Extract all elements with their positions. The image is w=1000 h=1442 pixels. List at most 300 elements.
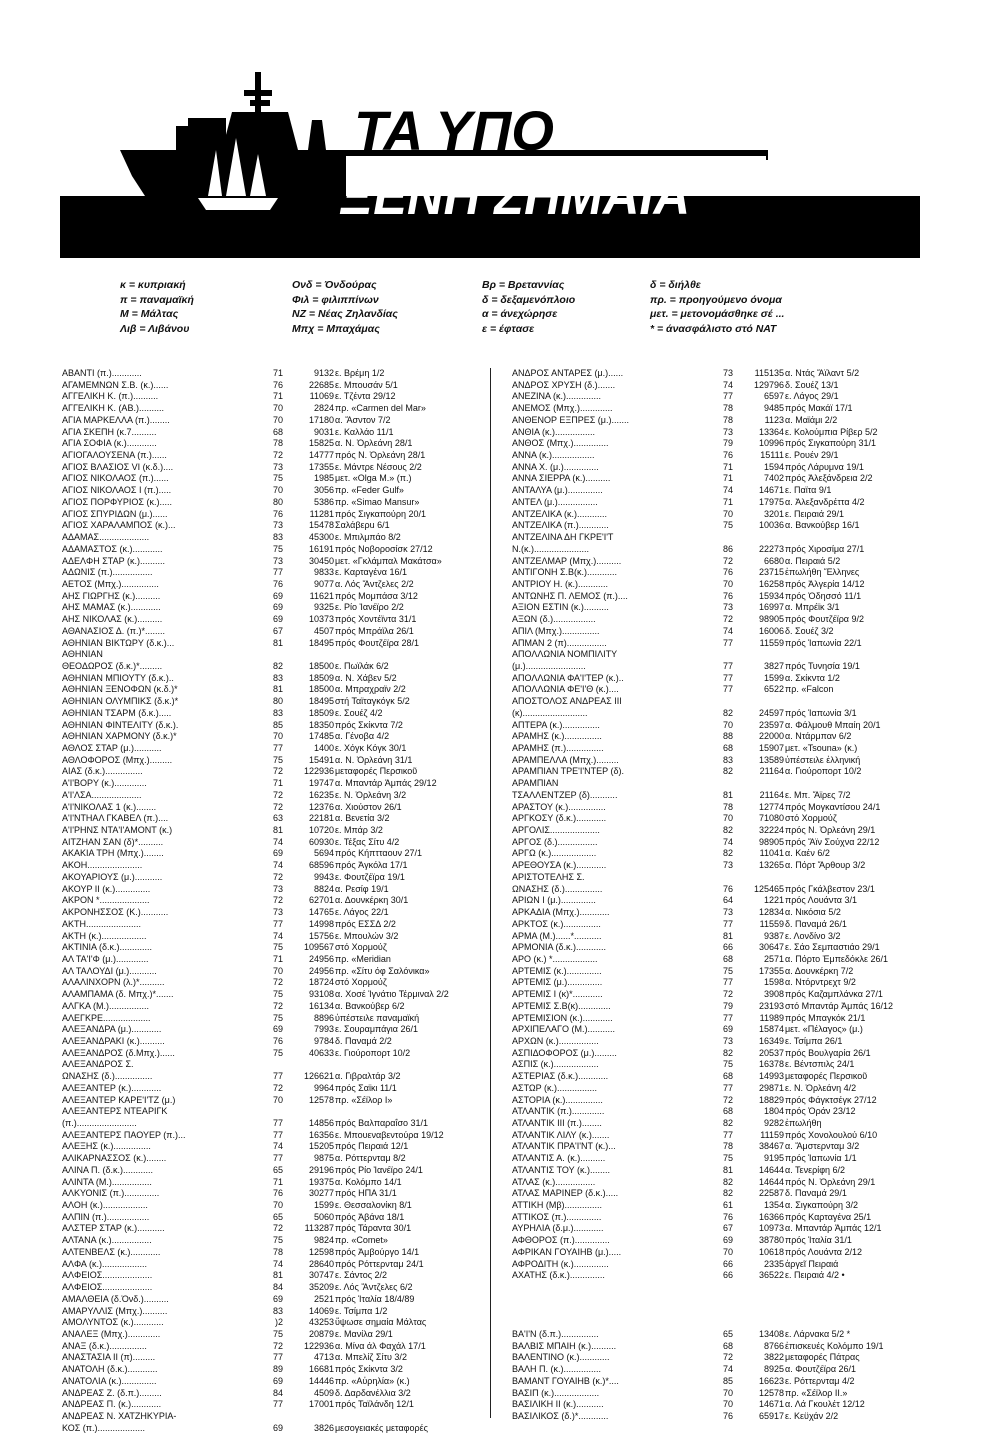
ship-name: ΑΗΣ ΝΙΚΟΛΑΣ (κ.).......... — [62, 614, 163, 625]
ship-row — [512, 614, 942, 626]
tonnage: 10373 — [308, 614, 334, 625]
ship-row — [62, 766, 482, 778]
ship-name: ΑΘΗΝΙΑΝ ΦΙΝΤΕΛΙΤΥ (δ.κ.). — [62, 719, 179, 730]
tonnage: 1599 — [313, 1200, 334, 1211]
status-note: στό Χορμούζ — [335, 942, 387, 953]
status-note: ε. Σουέζ 4/2 — [335, 707, 383, 718]
legend-entry: μετ. = μετονομάσθηκε σέ ... — [650, 308, 785, 320]
status-note: πρός Ν. Ὀρλεάνη 28/1 — [335, 450, 426, 461]
ship-name: ΑΛΙΚΑΡΝΑΣΣΟΣ (κ.)........ — [62, 1153, 167, 1164]
tonnage: 16258 — [758, 578, 784, 589]
ship-row — [512, 1376, 942, 1388]
build-year: 81 — [272, 684, 283, 695]
ship-row — [62, 790, 482, 802]
tonnage: 16356 — [308, 1129, 334, 1140]
ship-row — [512, 1059, 942, 1071]
tonnage: 15874 — [758, 1024, 784, 1035]
ship-name: ΑΛΑΜΠΑΜΑ (δ. Μπχ.)*....... — [62, 989, 174, 1000]
build-year: 82 — [722, 1188, 733, 1199]
build-year: 69 — [272, 1422, 283, 1433]
status-note: α. Ν. Χάβεν 5/2 — [335, 672, 397, 683]
build-year: 77 — [722, 684, 733, 695]
build-year: 72 — [272, 801, 283, 812]
status-note: ε. Θεσσαλονίκη 8/1 — [335, 1200, 412, 1211]
tonnage: 22587 — [758, 1188, 784, 1199]
ship-row — [512, 848, 942, 860]
status-note: πρός Καρταγένα 25/1 — [785, 1211, 872, 1222]
ship-name: ΑΡΤΕΜΙΣ (μ.).............. — [512, 977, 603, 988]
tonnage: 9784 — [313, 1035, 334, 1046]
ship-row — [512, 1212, 942, 1224]
tonnage: 16235 — [308, 789, 334, 800]
status-note: δ. Παναμά 29/1 — [785, 1188, 847, 1199]
status-note: ε. Μπουεναβεντούρα 19/12 — [335, 1129, 444, 1140]
status-note: ε. Τζέντα 29/12 — [335, 391, 396, 402]
ship-row — [512, 708, 942, 720]
column-divider — [490, 368, 491, 1418]
build-year: 76 — [722, 883, 733, 894]
ship-row — [62, 497, 482, 509]
status-note: α. Ἄμστερνταμ 3/2 — [785, 1141, 860, 1152]
status-note: ε. Μανίλα 29/1 — [335, 1328, 393, 1339]
ship-row — [62, 1200, 482, 1212]
ship-row — [62, 591, 482, 603]
tonnage: 60930 — [308, 836, 334, 847]
ship-row — [512, 1270, 942, 1282]
status-note: α. Λά Γκουλέτ 12/12 — [785, 1399, 865, 1410]
build-year: 75 — [272, 543, 283, 554]
build-year: 70 — [722, 813, 733, 824]
ship-name: Α'Ι'ΝΙΚΟΛΑΣ 1 (κ.)........ — [62, 801, 157, 812]
tonnage: 18500 — [308, 660, 334, 671]
build-year: 75 — [272, 942, 283, 953]
ship-row — [512, 1388, 942, 1400]
ship-row — [62, 661, 482, 673]
build-year: 74 — [272, 860, 283, 871]
status-note: πρός Νοβοροσίσκ 27/12 — [335, 543, 433, 554]
tonnage: 12598 — [308, 1246, 334, 1257]
ship-name: ΑΡΑΣΤΟΥ (κ.)............... — [512, 801, 606, 812]
ship-row — [62, 1282, 482, 1294]
tonnage: 11559 — [759, 637, 784, 648]
ship-name: ΑΛΙΝΤΑ (Μ.)................ — [62, 1176, 152, 1187]
ship-row — [512, 895, 942, 907]
status-note: ε. Μπ. Ἄϊρες 7/2 — [785, 789, 851, 800]
ship-row — [512, 403, 942, 415]
ship-name: ΑΓΙΑ ΣΟΦΙΑ (κ.)............ — [62, 438, 157, 449]
status-note: α. Νικόσια 5/2 — [785, 907, 841, 918]
build-year: 75 — [272, 1328, 283, 1339]
status-note: πρός Φουτζέϊρα 9/2 — [785, 614, 865, 625]
status-note: ε. Λονδίνο 3/2 — [785, 930, 841, 941]
tonnage: 23715 — [758, 567, 784, 578]
ship-row — [62, 966, 482, 978]
build-year: 69 — [272, 848, 283, 859]
status-note: ε. Μπάρ 3/2 — [335, 825, 383, 836]
ship-name: ΑΛΑΛΙΝΧΟΡΝ (λ.)*.......... — [62, 977, 165, 988]
tonnage: 17355 — [308, 461, 334, 472]
status-note: ε. Ρίο Ἰανέϊρο 2/2 — [335, 602, 404, 613]
tonnage: 14644 — [758, 1176, 784, 1187]
ship-name: ΑΓΑΜΕΜΝΩΝ Σ.Β. (κ.)...... — [62, 379, 169, 390]
ship-row — [512, 1411, 942, 1423]
ship-row — [512, 872, 942, 884]
tonnage: 17355 — [758, 965, 784, 976]
status-note: α. Ντόρντρεχτ 9/2 — [785, 977, 856, 988]
build-year: 74 — [722, 836, 733, 847]
build-year: 71 — [272, 778, 283, 789]
tonnage: 9077 — [313, 578, 334, 589]
status-note: α. Ρόττερνταμ 8/2 — [335, 1153, 406, 1164]
tonnage: 3827 — [763, 660, 784, 671]
ship-name: ΒΑΜΑΝΤ ΓΟΥΑΙΗΒ (κ.)*.... — [512, 1375, 619, 1386]
build-year: 82 — [722, 1047, 733, 1058]
ship-row — [62, 1212, 482, 1224]
ship-row — [62, 1083, 482, 1095]
ship-row — [512, 802, 942, 814]
legend-entry: Μπχ = Μπαχάμας — [292, 322, 380, 335]
status-note: πρός Ἀλγερία 14/12 — [785, 578, 865, 589]
tonnage: 20879 — [308, 1328, 334, 1339]
ship-name: ΑΘΑΝΑΣΙΟΣ Δ. (π.)*........ — [62, 625, 166, 636]
build-year: 82 — [722, 766, 733, 777]
status-note: μετ. «Tsouna» (κ.) — [785, 743, 858, 753]
ship-name: ΑΤΛΑΣ ΜΑΡΙΝΕΡ (δ.κ.)..... — [512, 1188, 619, 1199]
ship-name: ΑΣΠΙΣ (κ.).................. — [512, 1059, 599, 1070]
tonnage: 9282 — [763, 1118, 784, 1128]
status-note: πρός Ρίο Ἰανέϊρο 24/1 — [335, 1164, 423, 1175]
status-note: πρός Τάραντα 30/1 — [335, 1223, 412, 1234]
tonnage: 1598 — [763, 977, 784, 988]
ship-name: ΑΛΤΑΝΑ (κ.)................ — [62, 1235, 152, 1246]
ship-row — [512, 415, 942, 427]
ship-name: ΑΛΦΑ (κ.).................. — [62, 1258, 147, 1269]
tonnage: 22181 — [308, 813, 334, 824]
build-year: 72 — [722, 1094, 733, 1105]
build-year: 73 — [722, 602, 733, 613]
build-year: 71 — [272, 953, 283, 964]
ship-name: Α'Ι'ΡΗΝΣ ΝΤΑ'Ι'ΑΜΟΝΤ (κ.) — [62, 825, 173, 836]
tonnage: 129796 — [753, 379, 784, 390]
ship-name: ΑΛΕΞΑΝΔΡΑΚΙ (κ.).......... — [62, 1035, 165, 1046]
build-year: 65 — [722, 1328, 733, 1339]
build-year: 84 — [272, 1387, 283, 1398]
ship-name: ΑΠΟΛΛΩΝΙΑ ΝΟΜΠΙΛΙΤΥ — [512, 649, 618, 660]
ship-row — [512, 813, 942, 825]
ship-row — [62, 977, 482, 989]
build-year: 76 — [272, 1188, 283, 1199]
ship-name: ΑΙΑΣ (δ.κ.)............... — [62, 766, 143, 777]
build-year: 71 — [722, 496, 733, 507]
ship-name: ΑΡΑΜΗΣ (π.)............... — [512, 743, 604, 753]
ship-name: ΑΞΩΝ (δ.)................. — [512, 614, 596, 625]
legend-entry: Λιβ = Λιβάνου — [120, 322, 190, 335]
build-year: 65 — [272, 1164, 283, 1175]
build-year: 77 — [722, 391, 733, 402]
ship-row — [512, 755, 942, 767]
tonnage: 16378 — [758, 1059, 784, 1070]
status-note: α. Χιούστον 26/1 — [335, 801, 402, 812]
tonnage: 16681 — [308, 1364, 334, 1375]
status-note: δ. Παναμά 2/2 — [335, 1035, 392, 1046]
ship-row — [512, 1247, 942, 1259]
build-year: 72 — [722, 989, 733, 1000]
tonnage: 6597 — [763, 391, 784, 402]
ship-row — [62, 848, 482, 860]
tonnage: 10036 — [758, 520, 784, 531]
build-year: 83 — [272, 1305, 283, 1316]
ship-row — [62, 837, 482, 849]
tonnage: 14998 — [308, 918, 334, 929]
tonnage: 9964 — [313, 1082, 334, 1093]
ship-name: ΒΑΛΒΙΣ ΜΠΑΙΗ (κ.).......... — [512, 1340, 617, 1351]
ship-name: ΑΔΩΝΙΣ (π.)................ — [62, 567, 153, 578]
tonnage: 98905 — [758, 836, 784, 847]
build-year: 74 — [272, 836, 283, 847]
ship-name: ΑΝΤΖΕΛΙΚΑ (κ.)............ — [512, 508, 608, 519]
build-year: 77 — [722, 1082, 733, 1093]
ship-name: ΑΛΦΕΙΟΣ.................... — [62, 1282, 153, 1293]
tonnage: 9325 — [313, 602, 334, 613]
build-year: 72 — [722, 1352, 733, 1363]
tonnage: 30747 — [308, 1270, 334, 1281]
legend-entry: δ = δεξαμενόπλοιο — [482, 293, 576, 306]
ship-row — [512, 860, 942, 872]
ship-row — [512, 462, 942, 474]
ship-name: ΑΝΝΑ (κ.)................. — [512, 450, 595, 461]
ship-row — [62, 1306, 482, 1318]
ship-row — [62, 1024, 482, 1036]
ship-name: ΑΝΘΕΝΟΡ ΕΞΠΡΕΣ (μ.)....... — [512, 414, 629, 425]
tonnage: 15756 — [308, 930, 334, 941]
build-year: 76 — [272, 1035, 283, 1046]
tonnage: 18500 — [308, 684, 334, 695]
ship-row — [62, 942, 482, 954]
build-year: 78 — [272, 1246, 283, 1257]
build-year: 76 — [272, 379, 283, 390]
ship-row — [62, 684, 482, 696]
status-note: πρός Σιγκαπούρη 20/1 — [335, 508, 426, 519]
build-year: 72 — [272, 895, 283, 906]
status-note: α. Ντάς Ἄϊλαντ 5/2 — [785, 368, 860, 378]
ship-name: ΑΕΤΟΣ (Μπχ.)............... — [62, 578, 159, 589]
status-note: α. Τενερίφη 6/2 — [785, 1164, 846, 1175]
ship-name: ΑΚΟΗ...................... — [62, 860, 143, 871]
tonnage: 30647 — [758, 942, 784, 953]
ship-name: ΑΛΣΤΕΡ ΣΤΑΡ (κ.)........... — [62, 1223, 165, 1234]
status-note: ε. Φουτζέϊρα 19/1 — [335, 871, 405, 882]
tonnage: 1400 — [313, 743, 334, 753]
ship-name: ΒΑΛΕΝΤΙΝΟ (κ.)............ — [512, 1352, 610, 1363]
build-year: 70 — [722, 508, 733, 519]
ship-row — [512, 661, 942, 673]
ship-name: ΑΝΤΙΓΟΝΗ Σ.Β(κ.)............ — [512, 567, 618, 578]
ship-row — [512, 532, 942, 544]
build-year: 83 — [272, 532, 283, 543]
ship-name: ΑΛ ΤΑΛΟΥΔΙ (μ.)........... — [62, 965, 157, 976]
status-note: πρός Μπαγκόκ 21/1 — [785, 1012, 866, 1023]
build-year: 69 — [272, 614, 283, 625]
ship-name: ΑΚΡΟΝ *.................... — [62, 895, 150, 906]
ship-name: ΑΤΛΑΝΤΙΚ (π.)............. — [512, 1106, 605, 1117]
ship-row — [62, 1423, 482, 1435]
ship-name: ΑΡΧΙΠΕΛΑΓΟ (Μ.)........... — [512, 1024, 615, 1035]
build-year: 81 — [722, 1164, 733, 1175]
ship-row — [62, 825, 482, 837]
ship-row — [512, 1259, 942, 1271]
ship-name: ΩΝΑΣΗΣ (δ.)............... — [512, 883, 603, 894]
ship-name: ΑΠΙΛ (Μπχ.)............... — [512, 625, 600, 636]
status-note: πρός Χοντέϊντα 31/1 — [335, 614, 417, 625]
status-note: πρός Ἀβάνα 18/1 — [335, 1211, 405, 1222]
status-note: πρός ΗΠΑ 31/1 — [335, 1188, 397, 1199]
build-year: 73 — [272, 907, 283, 918]
ship-name: ΑΚΤΗ (κ.).................. — [62, 930, 147, 941]
ship-row — [62, 1095, 482, 1107]
status-note: πρός Ἰαπωνία 3/1 — [785, 707, 857, 718]
status-note: α. Καέν 6/2 — [785, 848, 830, 859]
ship-name: ΑΓΙΟΣ ΧΑΡΑΛΑΜΠΟΣ (κ.)... — [62, 520, 176, 531]
status-note: ε. Μπουλών 3/2 — [335, 930, 399, 941]
ship-row — [512, 966, 942, 978]
ship-name: ΑΔΕΛΦΗ ΣΤΑΡ (κ.).......... — [62, 555, 165, 566]
ship-name: ΑΝΘΟΣ (Μπχ.).............. — [512, 438, 609, 449]
ship-row — [62, 1247, 482, 1259]
status-note: ε. Καρταγένα 16/1 — [335, 567, 407, 578]
ship-name: ΑΦΡΟΔΙΤΗ (κ.).............. — [512, 1258, 609, 1269]
ship-name: ΑΗΣ ΜΑΜΑΣ (κ.)............ — [62, 602, 161, 613]
status-note: πρός Σκίκντα 7/2 — [335, 719, 403, 730]
build-year: 68 — [722, 1071, 733, 1082]
status-note: πρ. «Feder Gulf» — [335, 485, 404, 496]
status-note: πρός Σιγκαπούρη 31/1 — [785, 438, 876, 449]
status-note: ε. Μπιλμπάο 8/2 — [335, 532, 401, 543]
build-year: 84 — [272, 1282, 283, 1293]
tonnage: 19375 — [308, 1176, 334, 1187]
legend-entry: Φιλ = φιλιππίνων — [292, 293, 379, 306]
ship-row — [512, 1177, 942, 1189]
ship-name: ΒΑΣΙΛΙΚΗ ΙΙ (κ.)........... — [512, 1399, 604, 1410]
tonnage: 15825 — [308, 438, 334, 449]
status-note: ε. Κεϋχάν 2/2 — [785, 1410, 839, 1421]
ship-name: ΑΚΑΚΙΑ ΤΡΗ (Μπχ.)........ — [62, 848, 164, 859]
ship-name: ΑΤΤΙΚΟΣ (π.).............. — [512, 1211, 602, 1222]
status-note: Σαλάβερu 6/1 — [335, 520, 390, 531]
build-year: 75 — [272, 1235, 283, 1246]
ship-name: ΑΓΙΑ ΣΚΕΠΗ (κ.7.......... — [62, 426, 157, 437]
ship-row — [512, 837, 942, 849]
status-note: πρ. «Σέϊλορ ΙΙ.» — [785, 1387, 848, 1398]
build-year: 82 — [722, 848, 733, 859]
ship-name: ΑΚΡΟΝΗΣΣΟΣ (Κ.)........... — [62, 907, 169, 918]
tonnage: 16006 — [758, 625, 784, 636]
status-note: μεταφορές Περσικοῦ — [335, 766, 418, 777]
build-year: 75 — [272, 473, 283, 484]
status-note: πρ. «Falcon — [785, 684, 834, 695]
ship-row — [62, 403, 482, 415]
tonnage: 1804 — [763, 1106, 784, 1117]
ship-name: ΑΒΑΝΤΙ (π.)............ — [62, 368, 142, 378]
ship-name: ΑΛΕΞΑΝΔΡΟΣ (δ.Μπχ.)...... — [62, 1047, 175, 1058]
ship-row — [512, 1399, 942, 1411]
tonnage: 18495 — [308, 637, 334, 648]
status-note: πρός Λουάντα 3/1 — [785, 895, 857, 906]
ship-row — [62, 1001, 482, 1013]
ship-row — [62, 544, 482, 556]
tonnage: 38467 — [758, 1141, 784, 1152]
ship-row — [62, 462, 482, 474]
ship-name: ΑΝΝΑ Χ. (μ.).............. — [512, 461, 599, 472]
build-year: 73 — [722, 860, 733, 871]
ship-row — [62, 415, 482, 427]
ship-row — [62, 1141, 482, 1153]
tonnage: 6680 — [763, 555, 784, 566]
build-year: 78 — [722, 801, 733, 812]
status-note: α. Μαϊάμι 2/2 — [785, 414, 838, 425]
build-year: 68 — [722, 953, 733, 964]
tonnage: 36522 — [758, 1270, 784, 1281]
build-year: 78 — [722, 1141, 733, 1152]
build-year: 82 — [722, 1118, 733, 1128]
status-note: δ. Σουέζ 13/1 — [785, 379, 839, 390]
build-year: 71 — [272, 1176, 283, 1187]
ship-row — [62, 380, 482, 392]
tonnage: 3908 — [763, 989, 784, 1000]
ship-name: ΑΤΤΙΚΗ (Μβ)............... — [512, 1200, 603, 1211]
build-year: 77 — [722, 918, 733, 929]
ship-name: ΑΝΑΞ (δ.κ.)............... — [62, 1340, 147, 1351]
ship-row — [512, 907, 942, 919]
status-note: πρός Ἀμβούργο 14/1 — [335, 1246, 420, 1257]
build-year: 76 — [272, 578, 283, 589]
ship-row — [512, 1352, 942, 1364]
ship-name: ΑΡΜΟΝΙΑ (δ.κ.)............ — [512, 942, 607, 953]
tonnage: 18509 — [308, 707, 334, 718]
status-note: α. Λός Ἄντζελες 2/2 — [335, 578, 414, 589]
ship-name: ΑΓΙΟΣ ΣΠΥΡΙΔΩΝ (μ.)...... — [62, 508, 168, 519]
build-year: 68 — [722, 743, 733, 753]
tonnage: 43253 — [308, 1317, 334, 1328]
ship-row — [512, 989, 942, 1001]
tonnage: 16134 — [308, 1000, 334, 1011]
ship-name: ΑΝΔΡΕΑΣ Π. (κ.)............ — [62, 1399, 162, 1410]
build-year: 79 — [722, 1000, 733, 1011]
tonnage: 18829 — [758, 1094, 784, 1105]
build-year: 75 — [272, 754, 283, 765]
tonnage: 3201 — [763, 508, 784, 519]
ship-name: ΑΡΑΜΠΙΑΝ ΤΡΕ'Ι'ΝΤΕΡ (δ). — [512, 766, 624, 777]
build-year: 72 — [272, 1223, 283, 1234]
ship-row — [62, 427, 482, 439]
ship-name: ΑΤΛΑΝΤΙΣ ΤΟΥ (κ.)........ — [512, 1164, 610, 1175]
ship-name: ΑΤΛΑΝΤΙΚ ΠΡΑ'Ι'ΝΤ (κ.)... — [512, 1141, 616, 1152]
ship-row — [62, 391, 482, 403]
build-year: 70 — [722, 1399, 733, 1410]
ship-name: ΑΝΤΑΛΥΑ (μ.).............. — [512, 485, 603, 496]
ship-name: ΑΔΑΜΑΣΤΟΣ (κ.)............ — [62, 543, 163, 554]
ship-name: ΑΝΕΜΟΣ (Μπχ.)............. — [512, 403, 613, 414]
build-year: 76 — [722, 450, 733, 461]
status-note: πρός Ταϊλάνδη 12/1 — [335, 1399, 414, 1410]
status-note: πρός Σκίκντα 3/2 — [335, 1364, 403, 1375]
status-note: πρός Μογκαντίσου 24/1 — [785, 801, 881, 812]
status-note: πρός Χονολουλού 6/10 — [785, 1129, 878, 1140]
tonnage: 15934 — [758, 590, 784, 601]
tonnage: 8824 — [313, 883, 334, 894]
tonnage: 1599 — [763, 672, 784, 683]
build-year: 73 — [722, 426, 733, 437]
ship-row — [62, 626, 482, 638]
